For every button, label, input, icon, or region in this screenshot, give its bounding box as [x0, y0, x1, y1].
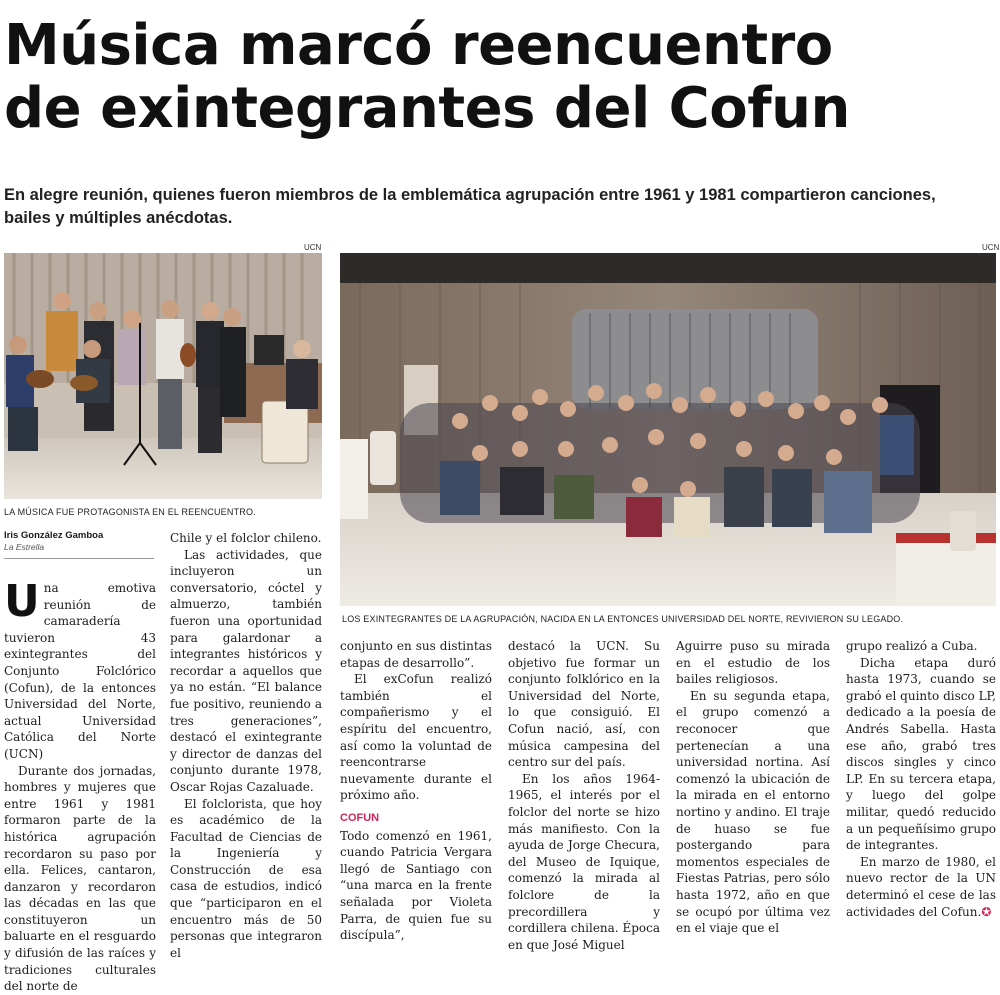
photo-credit-1: UCN [304, 243, 322, 252]
article-paragraph: destacó la UCN. Su objetivo fue formar un conjunto folklórico en la Universidad del Norte, lo que consiguió. El Cofun nació, así, con música campesina del centro sur del país. [508, 639, 660, 770]
section-label-cofun: COFUN [340, 811, 380, 824]
article-paragraph [4, 576, 156, 763]
photo-musicians [4, 253, 322, 499]
photo-credit-2: UCN [982, 243, 1000, 252]
byline-rule [4, 558, 154, 559]
headline-line-2: de exintegrantes del Cofun [4, 76, 850, 142]
article-paragraph: Aguirre puso su mirada en el estudio de los bailes religiosos. [676, 639, 830, 687]
headline-line-1: Música marcó reencuentro [4, 13, 833, 78]
subheadline: En alegre reunión, quienes fueron miembros de la emblemática agrupación entre 1961 y 1981 compartieron canciones, bailes y múltiples anécdotas. [4, 186, 936, 228]
drop-cap: U [4, 576, 40, 627]
photo-caption-1: LA MÚSICA FUE PROTAGONISTA EN EL REENCUENTRO. [4, 507, 256, 517]
photo-musicians-image [4, 253, 322, 499]
article-paragraph: Chile y el folclor chileno. [170, 531, 322, 545]
author-name: Iris González Gamboa [4, 530, 104, 541]
article-column-6 [846, 638, 996, 920]
article-paragraph: El folclorista, que hoy es académico de la Facultad de Ciencias de la Ingeniería y Construcción de esa casa de estudios, indicó que “participaron en el encuentro más de 50 personas que integraron el [170, 796, 322, 960]
article-text: En marzo de 1980, el nuevo rector de la UN determinó el cese de las actividades del Cofun. [846, 854, 996, 919]
article-paragraph: El exCofun realizó también el compañerismo y el espíritu del encuentro, así como la voluntad de reencontrarse nuevamente durante el próximo año. [340, 672, 492, 803]
article-column-5 [676, 638, 830, 937]
headline [4, 14, 996, 141]
article-column-1 [4, 576, 156, 995]
article-column-3 [340, 638, 492, 944]
article-paragraph: En los años 1964-1965, el interés por el folclor del norte se hizo más manifiesto. Con la ayuda de Jorge Checura, del Museo de Iquique, comenzó la mirada al folclore de la precordillera y cordillera chilena. Época en que José Miguel [508, 771, 660, 952]
article-column-2 [170, 530, 322, 961]
photo-caption-2: LOS EXINTEGRANTES DE LA AGRUPACIÓN, NACIDA EN LA ENTONCES UNIVERSIDAD DEL NORTE, REVIVIERON SU LEGADO. [342, 614, 904, 624]
article-paragraph: Durante dos jornadas, hombres y mujeres que entre 1961 y 1981 formaron parte de la histórica agrupación recordaron su paso por ella. Felices, cantaron, danzaron y recordaron las décadas en las que constituyeron un baluarte en el resguardo y difusión de las raíces y tradiciones culturales del norte de [4, 763, 156, 994]
article-column-4 [508, 638, 660, 953]
end-mark-icon: ✪ [981, 904, 992, 919]
article-paragraph: conjunto en sus distintas etapas de desarrollo”. [340, 639, 492, 670]
article-paragraph: Todo comenzó en 1961, cuando Patricia Vergara llegó de Santiago con “una marca en la frente señalada por Violeta Parra, de quien fue su discípula”, [340, 828, 492, 943]
article-paragraph: En su segunda etapa, el grupo comenzó a reconocer que pertenecían a una universidad nortina. Así comenzó la ubicación de la mirada en el entorno nortino y andino. El traje de huaso se fue postergando para momentos especiales de Fiestas Patrias, pero sólo hasta 1972, año en que se ocupó por última vez en el viaje que el [676, 688, 830, 936]
byline [4, 530, 154, 559]
article-paragraph: Dicha etapa duró hasta 1973, cuando se grabó el quinto disco LP, dedicado a la poesía de Andrés Sabella. Hasta ese año, grabó tres discos singles y cinco LP. En su tercera etapa, y luego del golpe militar, quedó reducido a un pequeñísimo grupo de integrantes. [846, 655, 996, 853]
photo-group [340, 253, 996, 606]
article-text: na emotiva reunión de camaradería tuvieron 43 exintegrantes del Conjunto Folclórico (Cofun), de la entonces Universidad del Norte, actual Universidad Católica del Norte (UCN) [4, 581, 156, 761]
article-paragraph: grupo realizó a Cuba. [846, 639, 978, 653]
article-paragraph [846, 854, 996, 920]
publication-name: La Estrella [4, 542, 45, 552]
photo-group-image [340, 253, 996, 606]
article-paragraph: Las actividades, que incluyeron un conversatorio, cóctel y almuerzo, también fueron una oportunidad para galardonar a integrantes históricos y recordar a aquellos que ya no están. “El balance fue positivo, reuniendo a tres generaciones”, destacó el exintegrante y director de danzas del conjunto durante 1978, Oscar Rojas Cazaluade. [170, 547, 322, 794]
